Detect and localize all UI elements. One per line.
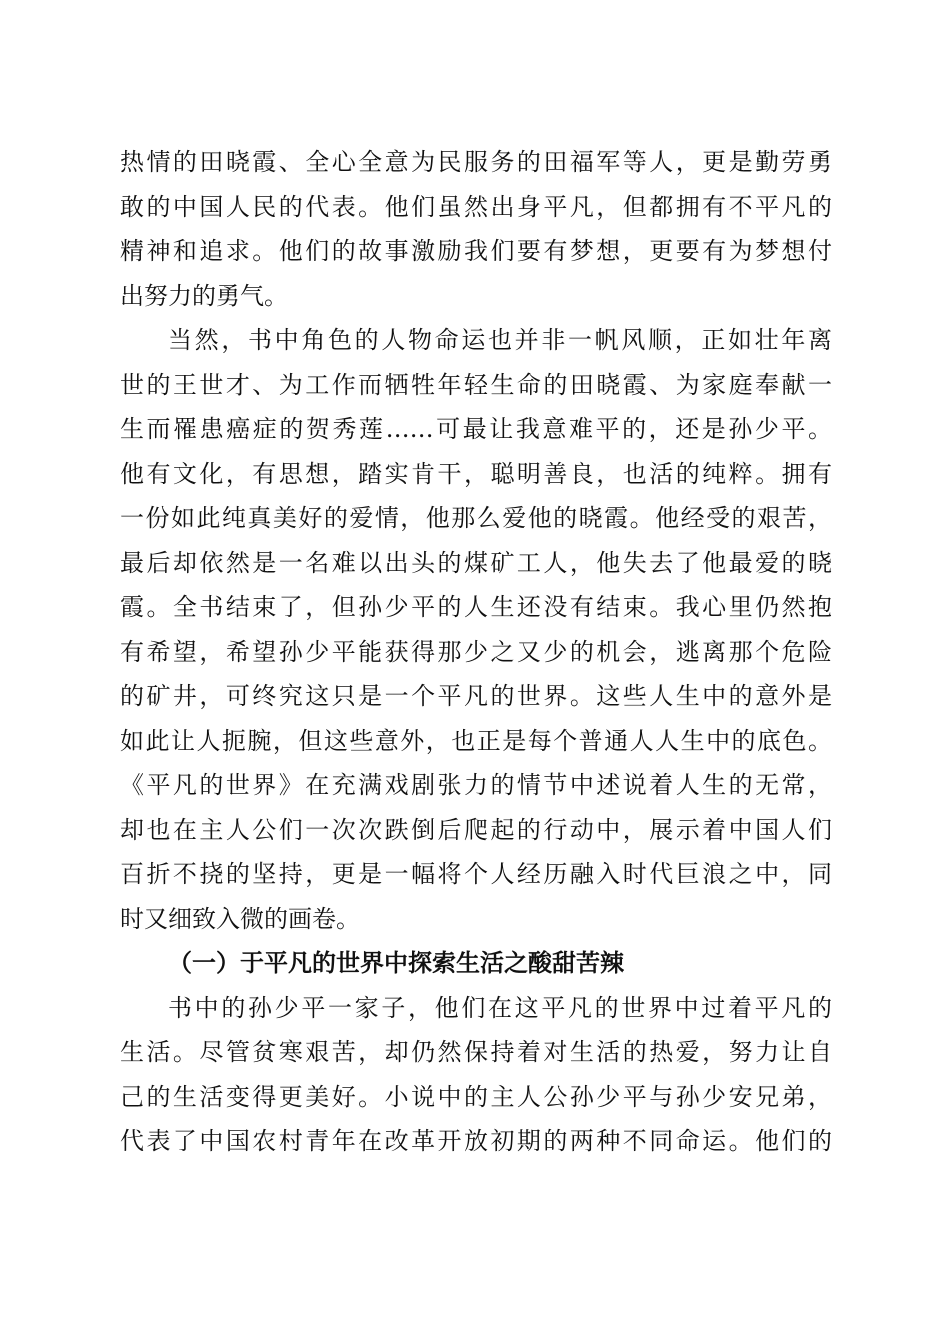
paragraph-1	[120, 140, 832, 318]
text-line: 有希望，希望孙少平能获得那少之又少的机会，逃离那个危险	[120, 637, 832, 666]
text-line: 的矿井，可终究这只是一个平凡的世界。这些人生中的意外是	[120, 682, 832, 710]
text-line: 当然，书中角色的人物命运也并非一帆风顺，正如壮年离	[168, 326, 832, 354]
text-line: 《平凡的世界》在充满戏剧张力的情节中述说着人生的无常，	[120, 771, 832, 799]
text-line: 生而罹患癌症的贺秀莲……可最让我意难平的，还是孙少平。	[120, 415, 832, 443]
text-line: 一份如此纯真美好的爱情，他那么爱他的晓霞。他经受的艰苦，	[120, 504, 832, 532]
paragraph-3	[120, 986, 832, 1164]
text-line: 霞。全书结束了，但孙少平的人生还没有结束。我心里仍然抱	[120, 593, 832, 621]
text-line: 热情的田晓霞、全心全意为民服务的田福军等人，更是勤劳勇	[120, 148, 832, 176]
text-line: 精神和追求。他们的故事激励我们要有梦想，更要有为梦想付	[120, 237, 832, 265]
text-line: 代表了中国农村青年在改革开放初期的两种不同命运。他们的	[120, 1127, 832, 1155]
text-line: 生活。尽管贫寒艰苦，却仍然保持着对生活的热爱，努力让自	[120, 1038, 832, 1066]
paragraph-2	[120, 318, 832, 941]
text-line: 如此让人扼腕，但这些意外，也正是每个普通人人生中的底色。	[120, 726, 832, 755]
text-line: 百折不挠的坚持，更是一幅将个人经历融入时代巨浪之中，同	[120, 860, 832, 888]
text-line: 却也在主人公们一次次跌倒后爬起的行动中，展示着中国人们	[120, 815, 832, 844]
text-line: 世的王世才、为工作而牺牲年轻生命的田晓霞、为家庭奉献一	[120, 370, 832, 399]
text-line: 最后却依然是一名难以出头的煤矿工人，他失去了他最爱的晓	[120, 548, 832, 577]
text-line: 书中的孙少平一家子，他们在这平凡的世界中过着平凡的	[168, 993, 832, 1022]
section-heading	[120, 941, 832, 986]
text-line: 出努力的勇气。	[120, 281, 288, 310]
document-body	[120, 140, 832, 1164]
heading-text: （一）于平凡的世界中探索生活之酸甜苦辣	[168, 948, 624, 977]
text-line: 己的生活变得更美好。小说中的主人公孙少平与孙少安兄弟，	[120, 1082, 832, 1111]
text-line: 他有文化，有思想，踏实肯干，聪明善良，也活的纯粹。拥有	[120, 459, 832, 488]
text-line: 敢的中国人民的代表。他们虽然出身平凡，但都拥有不平凡的	[120, 192, 832, 221]
text-line: 时又细致入微的画卷。	[120, 904, 360, 933]
